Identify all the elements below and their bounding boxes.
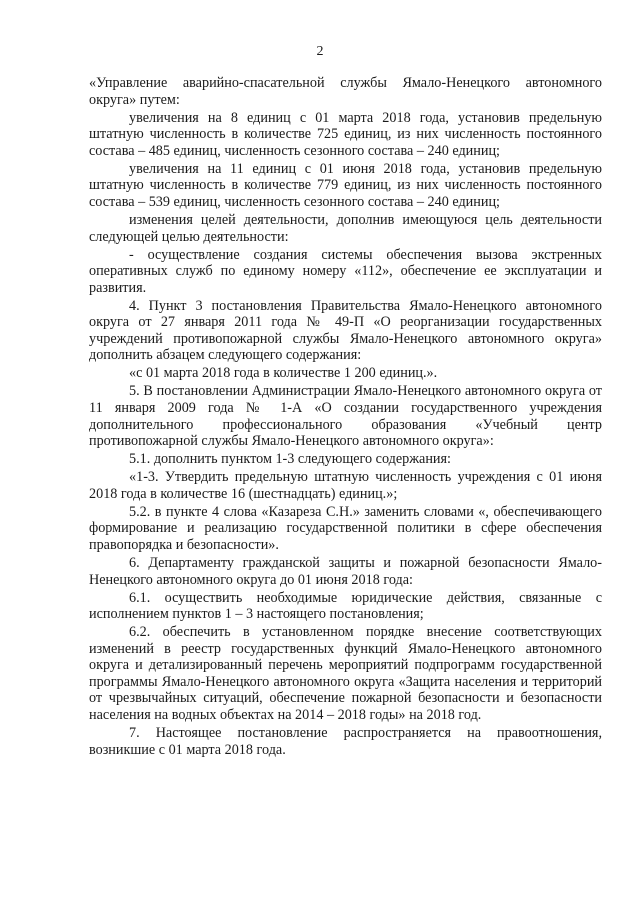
paragraph-goal-112: - осуществление создания системы обеспечения вызова экстренных оперативных служб по единому номеру «112», обеспечение ее эксплуатации и развития. bbox=[89, 246, 602, 296]
document-body bbox=[89, 75, 602, 760]
paragraph-item-5-1-quote: «1-3. Утвердить предельную штатную численность учреждения с 01 июня 2018 года в количестве 16 (шестнадцать) единиц.»; bbox=[89, 469, 602, 502]
paragraph-change-goals: изменения целей деятельности, дополнив имеющуюся цель деятельности следующей целью деятельности: bbox=[89, 211, 602, 245]
paragraph-item-6: 6. Департаменту гражданской защиты и пожарной безопасности Ямало-Ненецкого автономного округа до 01 июня 2018 года: bbox=[89, 554, 602, 588]
paragraph-item-5-1: 5.1. дополнить пунктом 1-3 следующего содержания: bbox=[129, 451, 451, 468]
paragraph-item-5: 5. В постановлении Администрации Ямало-Ненецкого автономного округа от 11 января 2009 года № 1-А «О создании государственного учреждения дополнительного профессионального образования «Учебный центр противопожарной службы Ямало-Ненецкого автономного округа»: bbox=[89, 383, 602, 450]
paragraph-increase-june: увеличения на 11 единиц с 01 июня 2018 года, установив предельную штатную численность в количестве 779 единиц, из них численность постоянного состава – 539 единиц, численность сезонного состава – 240 единиц; bbox=[89, 160, 602, 210]
paragraph-item-4-quote: «с 01 марта 2018 года в количестве 1 200 единиц.». bbox=[129, 365, 438, 382]
paragraph-item-6-1: 6.1. осуществить необходимые юридические действия, связанные с исполнением пунктов 1 – 3 настоящего постановления; bbox=[89, 589, 602, 623]
paragraph-intro: «Управление аварийно-спасательной службы Ямало-Ненецкого автономного округа» путем: bbox=[89, 75, 602, 108]
paragraph-item-4: 4. Пункт 3 постановления Правительства Ямало-Ненецкого автономного округа от 27 января 2011 года № 49-П «О реорганизации государственных учреждений противопожарной службы Ямало-Ненецкого автономного округа» дополнить абзацем следующего содержания: bbox=[89, 297, 602, 364]
paragraph-increase-march: увеличения на 8 единиц с 01 марта 2018 года, установив предельную штатную численность в количестве 725 единиц, из них численность постоянного состава – 485 единиц, численность сезонного состава – 240 единиц; bbox=[89, 109, 602, 159]
paragraph-item-6-2: 6.2. обеспечить в установленном порядке внесение соответствующих изменений в реестр государственных функций Ямало-Ненецкого автономного округа и детализированный перечень мероприятий подпрограмм государственной программы Ямало-Ненецкого автономного округа «Защита населения и территорий от чрезвычайных ситуаций, обеспечение пожарной безопасности и безопасности населения на водных объектах на 2014 – 2018 годы» на 2018 год. bbox=[89, 624, 602, 724]
paragraph-item-7: 7. Настоящее постановление распространяется на правоотношения, возникшие с 01 марта 2018 года. bbox=[89, 725, 602, 758]
paragraph-item-5-2: 5.2. в пункте 4 слова «Казареза С.Н.» заменить словами «, обеспечивающего формирование и реализацию государственной политики в сфере обеспечения правопорядка и безопасности». bbox=[89, 503, 602, 553]
page-number: 2 bbox=[316, 44, 324, 59]
